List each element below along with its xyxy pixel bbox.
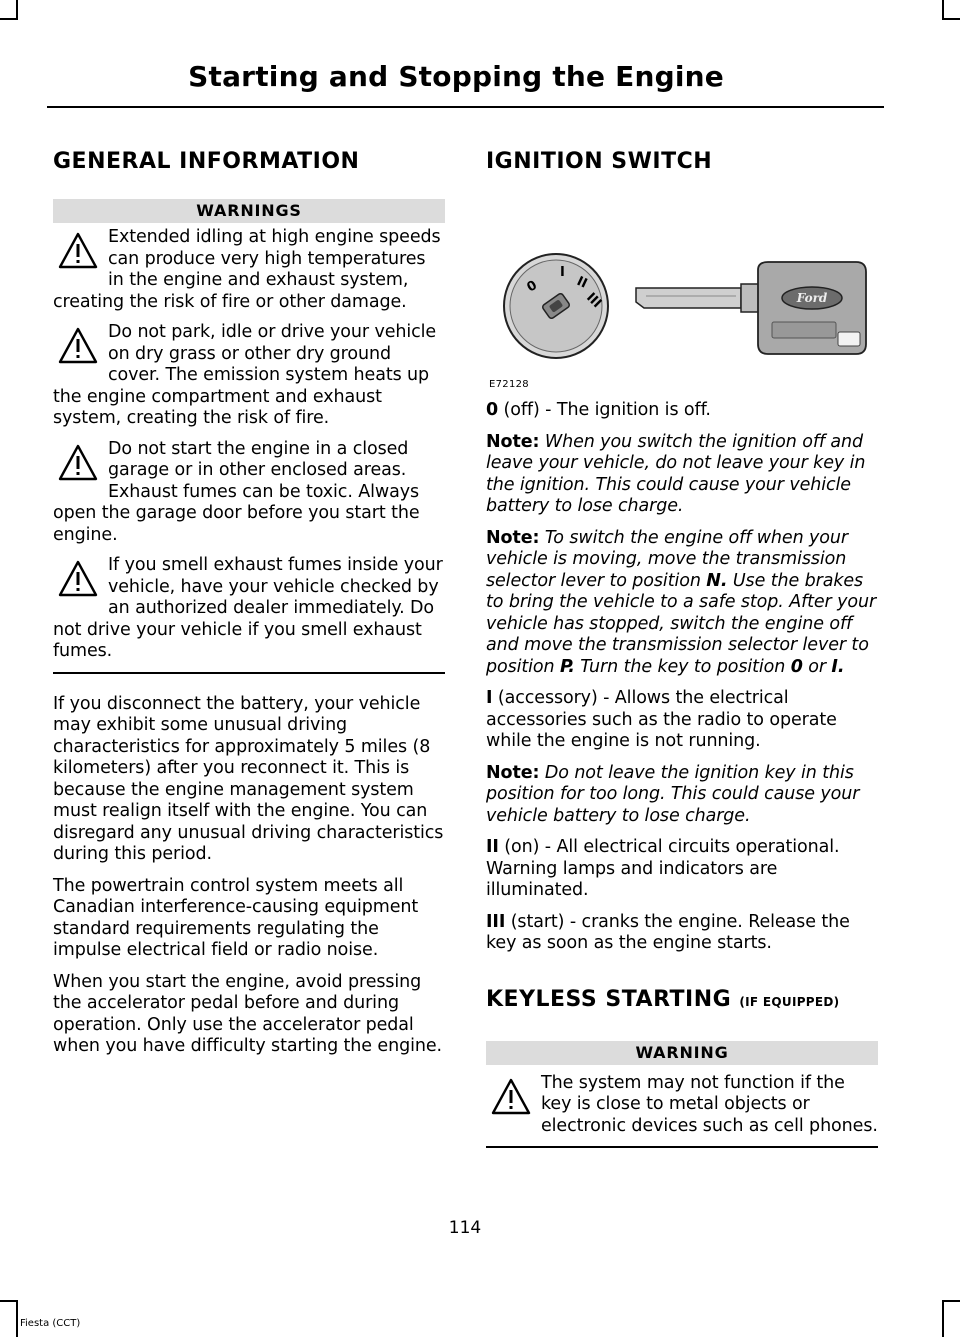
crop-mark xyxy=(942,1300,944,1337)
warnings-banner: WARNINGS xyxy=(53,199,445,223)
right-column xyxy=(486,149,878,1148)
warning-end-rule xyxy=(486,1146,878,1148)
position-2-description: II (on) - All electrical circuits operational. Warning lamps and indicators are illuminated. xyxy=(486,837,840,900)
note-ignition-off: Note: When you switch the ignition off and leave your vehicle, do not leave your key in the ignition. This could cause your vehicle battery to lose charge. xyxy=(486,431,866,516)
dial-mark-2: II xyxy=(574,274,590,292)
warning-triangle-icon xyxy=(58,231,98,271)
position-3-description: III (start) - cranks the engine. Release the key as soon as the engine starts. xyxy=(486,911,850,953)
ignition-figure xyxy=(486,240,878,390)
warning-item xyxy=(486,1073,878,1138)
header-rule xyxy=(47,106,884,108)
warning-item xyxy=(53,322,445,430)
left-column xyxy=(53,149,445,1058)
warning-triangle-icon xyxy=(58,326,98,366)
warning-triangle-icon xyxy=(58,559,98,599)
crop-mark xyxy=(0,1300,18,1302)
key-illustration xyxy=(636,262,866,354)
section-heading-keyless-starting: KEYLESS STARTING (IF EQUIPPED) xyxy=(486,986,840,1012)
crop-mark xyxy=(0,18,18,20)
position-0-description: 0 (off) - The ignition is off. xyxy=(486,400,711,420)
warning-item xyxy=(53,555,445,663)
warning-item xyxy=(53,227,445,313)
warning-triangle-icon xyxy=(58,443,98,483)
body-paragraph: If you disconnect the battery, your vehicle may exhibit some unusual driving characteristics for approximately 5 miles (8 kilometers) after you reconnect it. This is because the engine management system must realign itself with the engine. You can disregard any unusual driving characteristics during this period. xyxy=(53,693,444,864)
key-logo-text: Ford xyxy=(796,291,828,305)
warning-item xyxy=(53,439,445,547)
ignition-switch-illustration xyxy=(486,240,878,375)
warning-text: The system may not function if the key is close to metal objects or electronic devices such as cell phones. xyxy=(541,1072,878,1136)
warnings-end-rule xyxy=(53,672,445,674)
warning-text: Do not start the engine in a closed garage or in other enclosed areas. Exhaust fumes can be toxic. Always open the garage door before you start the engine. xyxy=(53,438,420,545)
body-paragraph: The powertrain control system meets all Canadian interference-causing equipment standard requirements regulating the impulse electrical field or radio noise. xyxy=(53,875,419,960)
crop-mark xyxy=(942,18,960,20)
page-header-title: Starting and Stopping the Engine xyxy=(188,60,724,93)
dial-mark-3: III xyxy=(583,290,605,312)
note-accessory-position: Note: Do not leave the ignition key in this position for too long. This could cause your vehicle battery to lose charge. xyxy=(486,762,860,826)
warning-text: Do not park, idle or drive your vehicle on dry grass or other dry ground cover. The emission system heats up the engine compartment and exhaust system, creating the risk of fire. xyxy=(53,322,437,428)
crop-mark xyxy=(16,0,18,20)
dial-mark-1: I xyxy=(560,265,565,280)
section-heading-general-information: GENERAL INFORMATION xyxy=(53,149,360,174)
dial-mark-0: 0 xyxy=(524,277,540,296)
warning-triangle-icon xyxy=(491,1077,531,1117)
note-switch-off-moving: Note: To switch the engine off when your vehicle is moving, move the transmission selector lever to position N. Use the brakes to bring the vehicle to a safe stop. After your vehicle has stopped, switch the engine off and move the transmission selector lever to position P. Turn the key to position 0 or I. xyxy=(486,527,877,677)
warning-text: If you smell exhaust fumes inside your vehicle, have your vehicle checked by an authorized dealer immediately. Do not drive your vehicle if you smell exhaust fumes. xyxy=(53,555,443,661)
page-number: 114 xyxy=(448,1218,482,1238)
footer-model: Fiesta (CCT) xyxy=(20,1318,81,1329)
ignition-dial xyxy=(504,254,608,358)
crop-mark xyxy=(16,1300,18,1337)
warning-banner: WARNING xyxy=(486,1041,878,1065)
warning-text: Extended idling at high engine speeds can produce very high temperatures in the engine and exhaust system, creating the risk of fire or other damage. xyxy=(53,227,441,312)
body-paragraph: When you start the engine, avoid pressing the accelerator pedal before and during operation. Only use the accelerator pedal when you have difficulty starting the engine. xyxy=(53,971,442,1056)
section-heading-ignition-switch: IGNITION SWITCH xyxy=(486,149,713,174)
position-1-description: I (accessory) - Allows the electrical accessories such as the radio to operate while the engine is not running. xyxy=(486,688,837,751)
figure-id-label: E72128 xyxy=(489,379,529,390)
crop-mark xyxy=(942,0,944,20)
crop-mark xyxy=(942,1300,960,1302)
